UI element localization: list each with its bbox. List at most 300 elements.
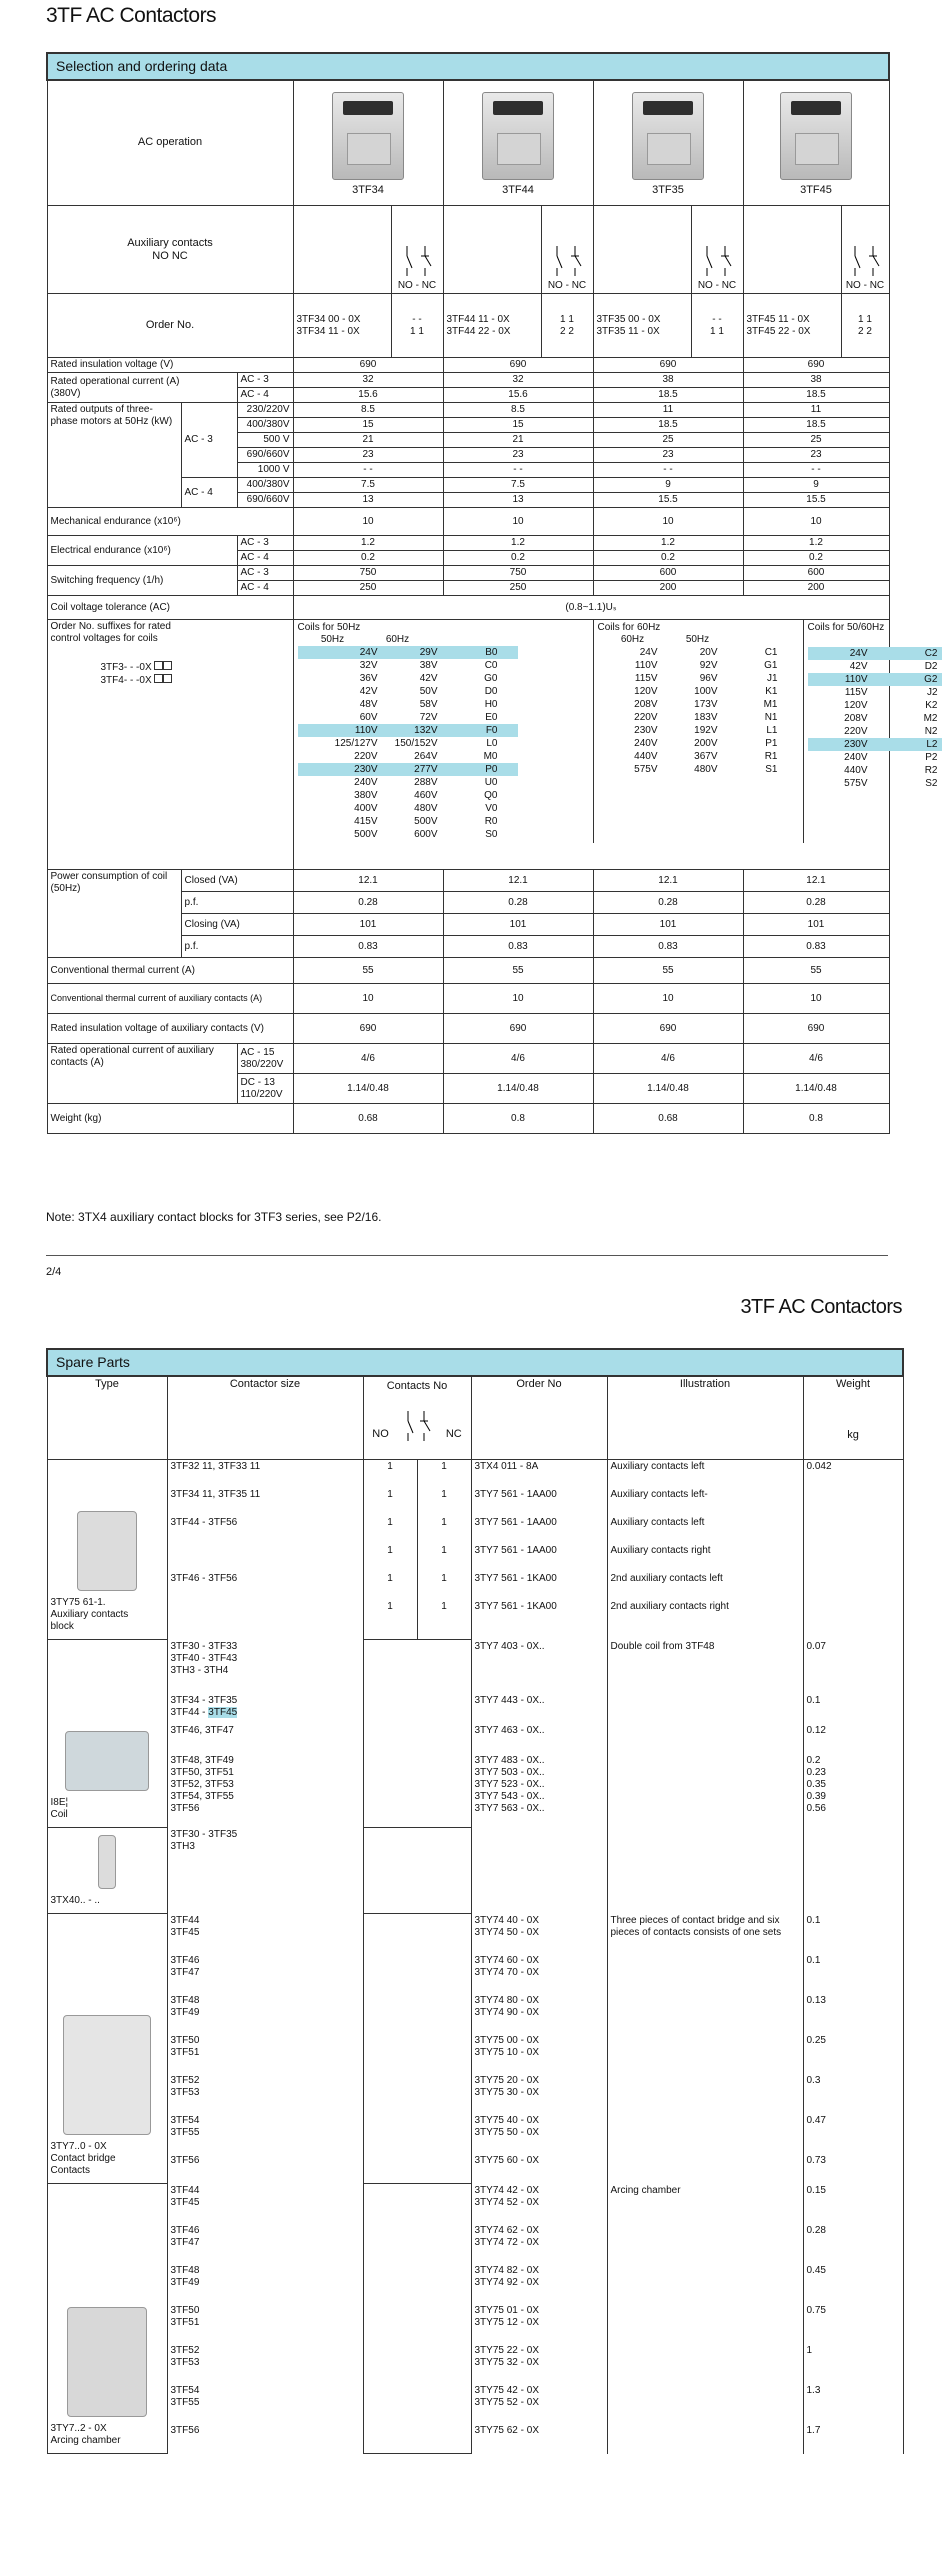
coil-voltage: 575V: [634, 764, 658, 776]
coil-voltage: 115V: [844, 687, 868, 699]
aux-contacts-label: Auxiliary contacts NO NC: [47, 206, 293, 294]
value-cell: 10: [443, 984, 593, 1014]
weight-value: 1.7: [803, 2424, 903, 2454]
ac-label: AC - 15 380/220V: [237, 1044, 293, 1074]
contact-symbol-icon: [400, 1411, 434, 1441]
value-cell: 10: [293, 984, 443, 1014]
part-type: 3TY7..0 - 0X Contact bridge Contacts: [50, 2141, 116, 2177]
coil-code: L2: [926, 739, 938, 751]
coil-voltage: 24V: [849, 648, 868, 660]
value-cell: 55: [593, 958, 743, 984]
size-line: 3TF44 - 3TF45: [170, 1706, 238, 1718]
ac-label: AC - 4: [237, 388, 293, 403]
order-number: 3TY75 62 - 0X: [471, 2424, 607, 2454]
coil-voltage: 240V: [634, 738, 658, 750]
coil-voltage: 183V: [694, 712, 718, 724]
part-image: [65, 1731, 149, 1791]
kg-label: kg: [847, 1428, 859, 1441]
value-cell: 15: [293, 418, 443, 433]
order-number: 3TF34 11 - 0X: [296, 325, 360, 337]
value-cell: 15.6: [443, 388, 593, 403]
coil-code: J2: [926, 687, 938, 699]
coil-code: S2: [925, 778, 938, 790]
coil-row: [808, 673, 942, 686]
nc-count: 1: [417, 1516, 471, 1544]
spare-row: [47, 1572, 903, 1600]
coil-voltage: 38V: [419, 660, 438, 672]
coil-voltage: 115V: [634, 673, 658, 685]
spec-row: [47, 958, 889, 984]
order-number: 3TF45 22 - 0X: [746, 325, 811, 337]
value-cell: 10: [593, 508, 743, 536]
coil-row: [598, 685, 803, 698]
weight-value: 0.1: [803, 1694, 903, 1724]
value-cell: 250: [443, 581, 593, 596]
part-image: [98, 1835, 116, 1889]
coil-voltage: 96V: [699, 673, 718, 685]
value-cell: 0.8: [743, 1104, 889, 1134]
contacts-blank: [363, 2184, 471, 2454]
coil-voltage: 230V: [844, 739, 868, 751]
aux-symbol-cell: [691, 206, 743, 294]
illustration-text: [607, 2114, 803, 2154]
spec-row: [47, 620, 889, 870]
coil-row: [298, 659, 518, 672]
value-cell: 25: [743, 433, 889, 448]
coil-voltage: 50V: [419, 686, 438, 698]
ac-operation-label: AC operation: [47, 80, 293, 206]
coil-row: [598, 737, 803, 750]
coil-voltage: 125/127V: [334, 738, 378, 750]
value-cell: 25: [593, 433, 743, 448]
spec-row: [47, 1014, 889, 1044]
nc-count: 1: [417, 1544, 471, 1572]
coil-voltage: 367V: [694, 751, 718, 763]
value-cell: 101: [293, 914, 443, 936]
note: Note: 3TX4 auxiliary contact blocks for 3TF3 series, see P2/16.: [46, 1210, 382, 1224]
aux-blank: [443, 206, 541, 294]
coil-row: [808, 699, 942, 712]
coil-voltage: 400V: [354, 803, 378, 815]
coil-row: [298, 737, 518, 750]
order-number: 3TY74 62 - 0X 3TY74 72 - 0X: [471, 2224, 607, 2264]
spec-row: [47, 508, 889, 536]
contactor-size: [167, 1544, 363, 1572]
illustration-text: Double coil from 3TF48: [607, 1640, 803, 1694]
type-cell: [47, 1914, 167, 2184]
coil-voltage: 240V: [354, 777, 378, 789]
coil-voltage: 120V: [634, 686, 658, 698]
contactor-size: 3TF48 3TF49: [167, 1994, 363, 2034]
contactor-size: 3TF50 3TF51: [167, 2034, 363, 2074]
ac-label: AC - 3: [237, 373, 293, 388]
hz-label: 50Hz: [320, 634, 345, 646]
value-cell: 12.1: [443, 870, 593, 892]
value-cell: 690: [293, 358, 443, 373]
coil-voltage: 110V: [844, 674, 868, 686]
value-cell: 15.5: [593, 493, 743, 508]
spec-label: Weight (kg): [47, 1104, 293, 1134]
value-cell: 0.2: [593, 551, 743, 566]
voltage-label: 690/660V: [237, 493, 293, 508]
aux-blank: [293, 206, 391, 294]
voltage-label: 1000 V: [237, 463, 293, 478]
value-cell: 0.2: [443, 551, 593, 566]
contactor-size: 3TF44 - 3TF56: [167, 1516, 363, 1544]
spec-label: Rated operational current of auxiliary contacts (A): [47, 1044, 237, 1104]
coil-code: Q0: [484, 790, 498, 802]
contactor-size: 3TF44 3TF45: [167, 1914, 363, 1954]
order-number: 3TY75 60 - 0X: [471, 2154, 607, 2184]
order-number: 3TY7 483 - 0X.. 3TY7 503 - 0X.. 3TY7 523 - 0X.. 3TY7 543 - 0X.. 3TY7 563 - 0X..: [471, 1754, 607, 1828]
order-number: 3TF34 00 - 0X: [296, 313, 361, 325]
suffix-code: [101, 661, 290, 674]
value-cell: 9: [593, 478, 743, 493]
spare-row: [47, 1694, 903, 1724]
suffix-code-text: 3TF3- - -0X: [100, 662, 152, 674]
coil-voltage: 220V: [634, 712, 658, 724]
coil-row: [298, 815, 518, 828]
illustration-text: [607, 2034, 803, 2074]
spec-label: Power consumption of coil (50Hz): [47, 870, 181, 958]
illustration-text: Auxiliary contacts left-: [607, 1488, 803, 1516]
coil-row: [808, 738, 942, 751]
weight-value: 0.07: [803, 1640, 903, 1694]
coils-title: Coils for 50/60Hz: [807, 622, 885, 634]
illustration-text: [607, 2264, 803, 2304]
col-contacts: [363, 1376, 471, 1460]
order-number: 3TY75 20 - 0X 3TY75 30 - 0X: [471, 2074, 607, 2114]
coil-voltage: 480V: [694, 764, 718, 776]
part-type: 3TY7..2 - 0X Arcing chamber: [50, 2423, 121, 2447]
col-contacts-label: Contacts No: [386, 1379, 448, 1392]
coil-voltage: 32V: [359, 660, 378, 672]
value-cell: 0.28: [743, 892, 889, 914]
no-count: 1: [363, 1516, 417, 1544]
spare-band: Spare Parts: [47, 1349, 903, 1376]
illustration-text: [607, 2304, 803, 2344]
order-number: 3TY74 82 - 0X 3TY74 92 - 0X: [471, 2264, 607, 2304]
col-illustration: Illustration: [607, 1376, 803, 1460]
coil-row: [298, 685, 518, 698]
order-cell: [293, 294, 391, 358]
contact-symbol-icon: [547, 246, 587, 276]
coil-voltage: 48V: [359, 699, 378, 711]
coil-voltage: 380V: [354, 790, 378, 802]
spare-row: [47, 2074, 903, 2114]
coil-voltage: 500V: [354, 829, 378, 841]
value-cell: 0.83: [293, 936, 443, 958]
contacts-blank: [363, 1640, 471, 1828]
nc-count: 1: [417, 1600, 471, 1640]
coil-code: B0: [485, 647, 498, 659]
value-cell: 21: [443, 433, 593, 448]
value-cell: 38: [593, 373, 743, 388]
coil-code: P1: [765, 738, 778, 750]
order-number: 3TY74 42 - 0X 3TY74 52 - 0X: [471, 2184, 607, 2224]
value-cell: 4/6: [743, 1044, 889, 1074]
coils-header: [298, 634, 593, 646]
coil-voltage: 208V: [844, 713, 868, 725]
coil-voltage: 480V: [414, 803, 438, 815]
coil-voltage: 460V: [414, 790, 438, 802]
highlighted-text: 3TF45: [208, 1706, 238, 1718]
value-cell: 12.1: [593, 870, 743, 892]
model-name: 3TF34: [352, 184, 384, 197]
no-count: 1: [363, 1600, 417, 1640]
voltage-label: 230/220V: [237, 403, 293, 418]
illustration-text: Auxiliary contacts right: [607, 1544, 803, 1572]
spare-row: [47, 1828, 903, 1914]
weight-value: 0.042: [803, 1460, 903, 1488]
contactor-image: [632, 92, 704, 180]
order-number: 3TY75 42 - 0X 3TY75 52 - 0X: [471, 2384, 607, 2424]
value-cell: 1.14/0.48: [443, 1074, 593, 1104]
contactor-size: 3TF46, 3TF47: [167, 1724, 363, 1754]
coil-row: [598, 672, 803, 685]
value-cell: 1.2: [593, 536, 743, 551]
voltage-label: 500 V: [237, 433, 293, 448]
value-cell: 23: [443, 448, 593, 463]
weight-value: 0.2 0.23 0.35 0.39 0.56: [803, 1754, 903, 1828]
spare-row: [47, 1954, 903, 1994]
value-cell: 200: [743, 581, 889, 596]
weight-value: 0.28: [803, 2224, 903, 2264]
value-cell: 7.5: [443, 478, 593, 493]
illustration-text: Three pieces of contact bridge and six pieces of contacts consists of one sets: [607, 1914, 803, 1954]
spare-row: [47, 2114, 903, 2154]
contactor-size: 3TF48 3TF49: [167, 2264, 363, 2304]
order-number: 3TY7 403 - 0X..: [471, 1640, 607, 1694]
coil-row: [298, 672, 518, 685]
value-cell: 10: [443, 508, 593, 536]
ac-label: AC - 4: [237, 581, 293, 596]
order-contacts: [691, 294, 743, 358]
aux-symbol-cell: [391, 206, 443, 294]
coil-code: D2: [924, 661, 938, 673]
value-cell: 1.14/0.48: [593, 1074, 743, 1104]
spare-row: [47, 2304, 903, 2344]
coil-voltage: 600V: [414, 829, 438, 841]
ac-label: AC - 3: [237, 536, 293, 551]
coil-voltage: 72V: [419, 712, 438, 724]
coils-header: [598, 634, 803, 646]
coil-voltage: 575V: [844, 778, 868, 790]
coil-voltage: 24V: [359, 647, 378, 659]
coil-code: J1: [766, 673, 778, 685]
value-cell: 690: [593, 358, 743, 373]
type-cell: [47, 1460, 167, 1640]
weight-value: 0.12: [803, 1724, 903, 1754]
voltage-label: 690/660V: [237, 448, 293, 463]
coil-code: P0: [485, 764, 498, 776]
contactor-size: 3TF52 3TF53: [167, 2344, 363, 2384]
coil-code: G1: [764, 660, 778, 672]
order-number: 3TY75 22 - 0X 3TY75 32 - 0X: [471, 2344, 607, 2384]
box-icon: [163, 661, 172, 670]
order-number: 3TX4 011 - 8A: [471, 1460, 607, 1488]
aux-blank: [593, 206, 691, 294]
value-cell: 0.2: [293, 551, 443, 566]
coil-code: S1: [765, 764, 778, 776]
divider: [46, 1255, 888, 1256]
value-cell: 0.83: [593, 936, 743, 958]
contactor-size: 3TF48, 3TF49 3TF50, 3TF51 3TF52, 3TF53 3TF54, 3TF55 3TF56: [167, 1754, 363, 1828]
value-cell: 18.5: [593, 418, 743, 433]
order-number: 3TF35 11 - 0X: [596, 325, 660, 337]
contactor-size: 3TF46 3TF47: [167, 2224, 363, 2264]
weight-value: 0.47: [803, 2114, 903, 2154]
spec-row: [47, 358, 889, 373]
ac-label: DC - 13 110/220V: [237, 1074, 293, 1104]
contactor-size: 3TF54 3TF55: [167, 2114, 363, 2154]
coil-row: [298, 750, 518, 763]
box-icon: [163, 674, 172, 683]
order-number: 3TY7 561 - 1AA00: [471, 1516, 607, 1544]
value-cell: 1.2: [443, 536, 593, 551]
value-cell: 55: [293, 958, 443, 984]
value-cell: 690: [443, 1014, 593, 1044]
coil-code: M2: [923, 713, 938, 725]
value-cell: 600: [593, 566, 743, 581]
weight-value: 0.1: [803, 1914, 903, 1954]
value-cell: 13: [293, 493, 443, 508]
coil-code: N1: [764, 712, 778, 724]
coils-60hz: [594, 620, 804, 843]
page-title-bottom: 3TF AC Contactors: [740, 1296, 902, 1318]
ac-label: AC - 4: [181, 478, 237, 508]
page-title-top: 3TF AC Contactors: [46, 4, 217, 27]
value-cell: - -: [443, 463, 593, 478]
col-weight: Weight: [836, 1377, 871, 1390]
model-cell: [293, 80, 443, 206]
no-count: 1: [363, 1460, 417, 1488]
weight-value: [803, 1488, 903, 1516]
weight-value: [803, 1516, 903, 1544]
coil-voltage: 277V: [414, 764, 438, 776]
hz-label: 60Hz: [620, 634, 645, 646]
part-type: 3TY75 61-1. Auxiliary contacts block: [50, 1597, 129, 1633]
value-cell: - -: [293, 463, 443, 478]
coil-voltage: 230V: [634, 725, 658, 737]
coil-table-cell: [293, 620, 938, 870]
coil-voltage: 132V: [414, 725, 438, 737]
coil-row: [808, 764, 942, 777]
weight-value: [803, 1828, 903, 1914]
spec-row: [47, 566, 889, 581]
order-contacts: [391, 294, 443, 358]
spare-row: [47, 1544, 903, 1572]
spec-row: [47, 1044, 889, 1074]
hz-label: 60Hz: [385, 634, 410, 646]
value-cell: - -: [743, 463, 889, 478]
spec-label: Coil voltage tolerance (AC): [47, 596, 293, 620]
contact-symbol-icon: [397, 246, 437, 276]
coil-row: [298, 789, 518, 802]
value-cell: 8.5: [293, 403, 443, 418]
coils-title: Coils for 50Hz: [297, 622, 361, 634]
spec-label: Conventional thermal current (A): [47, 958, 293, 984]
contactor-size: 3TF52 3TF53: [167, 2074, 363, 2114]
coil-voltage: 29V: [419, 647, 438, 659]
value-cell: 10: [743, 984, 889, 1014]
value-cell: 1.2: [743, 536, 889, 551]
order-number: 3TF45 11 - 0X: [746, 313, 810, 325]
order-number: 3TY7 561 - 1AA00: [471, 1544, 607, 1572]
spec-label: Rated outputs of three-phase motors at 50Hz (kW): [47, 403, 181, 508]
coil-code: F0: [485, 725, 498, 737]
coil-grid: [294, 620, 938, 843]
model-cell: [443, 80, 593, 206]
nc-count: 1: [417, 1572, 471, 1600]
spacer: [808, 634, 942, 647]
coil-code: C1: [764, 647, 778, 659]
coil-voltage: 173V: [694, 699, 718, 711]
coil-code: V0: [485, 803, 498, 815]
no-count: 1: [363, 1544, 417, 1572]
contact-count: - -: [712, 313, 722, 325]
value-cell: 4/6: [443, 1044, 593, 1074]
coil-voltage: 58V: [419, 699, 438, 711]
value-cell: 7.5: [293, 478, 443, 493]
contactor-size: [167, 1600, 363, 1640]
contacts-blank: [363, 1914, 471, 2184]
value-cell: 1.14/0.48: [293, 1074, 443, 1104]
model-cell: [743, 80, 889, 206]
value-cell: 101: [743, 914, 889, 936]
value-cell: 18.5: [743, 418, 889, 433]
value-cell: 250: [293, 581, 443, 596]
coil-code: N2: [924, 726, 938, 738]
contactor-image: [332, 92, 404, 180]
value-cell: 750: [293, 566, 443, 581]
spare-row: [47, 1600, 903, 1640]
contact-count: 1 1: [710, 325, 724, 337]
order-number: 3TY7 561 - 1KA00: [471, 1572, 607, 1600]
value-cell: 15: [443, 418, 593, 433]
suffix-code: [101, 674, 290, 687]
coil-code: H0: [484, 699, 498, 711]
value-cell: 0.83: [443, 936, 593, 958]
contactor-size: 3TF30 - 3TF35 3TH3: [167, 1828, 363, 1914]
coil-code: R2: [924, 765, 938, 777]
coil-code: E0: [485, 712, 498, 724]
weight-value: 1: [803, 2344, 903, 2384]
spec-label: Switching frequency (1/h): [47, 566, 237, 596]
coil-voltage: 192V: [694, 725, 718, 737]
coil-voltage: 42V: [419, 673, 438, 685]
power-sublabel: p.f.: [181, 936, 293, 958]
coil-row: [808, 712, 942, 725]
voltage-label: 400/380V: [237, 478, 293, 493]
coil-row: [808, 725, 942, 738]
contactor-size: 3TF34 11, 3TF35 11: [167, 1488, 363, 1516]
power-sublabel: Closing (VA): [181, 914, 293, 936]
col-type: Type: [47, 1376, 167, 1460]
ac-label: AC - 3: [237, 566, 293, 581]
coil-voltage: 208V: [634, 699, 658, 711]
value-cell: 11: [743, 403, 889, 418]
value-cell: 0.2: [743, 551, 889, 566]
coil-row: [598, 724, 803, 737]
nc-count: 1: [417, 1488, 471, 1516]
coil-row: [298, 776, 518, 789]
order-number: 3TY75 01 - 0X 3TY75 12 - 0X: [471, 2304, 607, 2344]
spare-row: [47, 1994, 903, 2034]
value-cell: 13: [443, 493, 593, 508]
contactor-size: 3TF44 3TF45: [167, 2184, 363, 2224]
illustration-text: [607, 2344, 803, 2384]
